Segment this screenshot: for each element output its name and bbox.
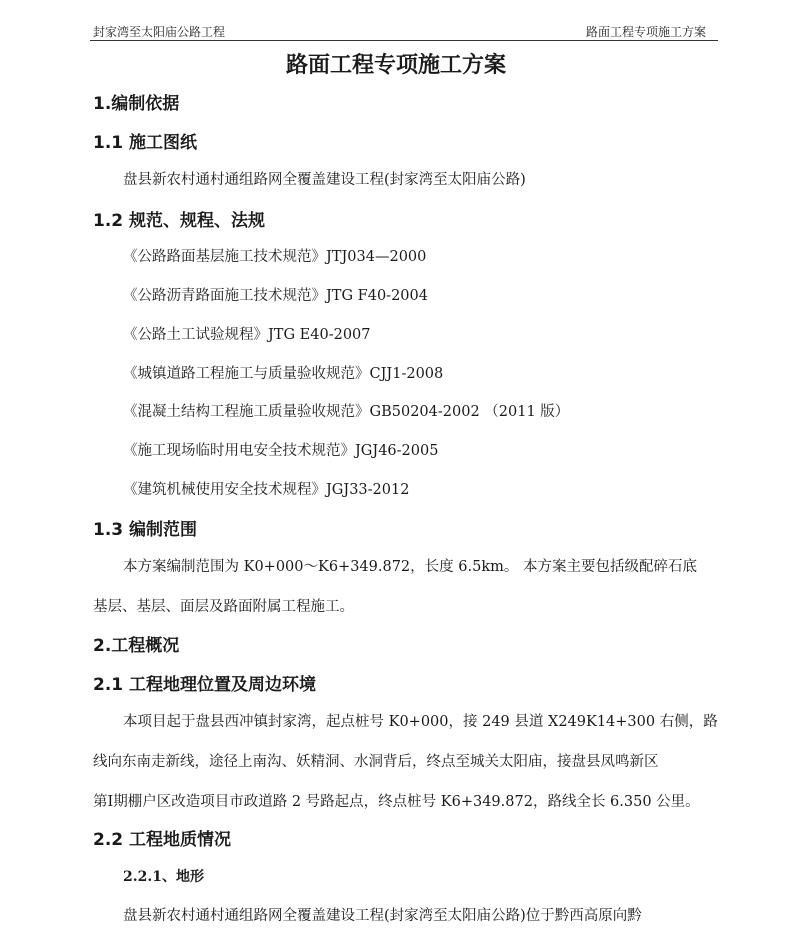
heading-2-1: 2.1 工程地理位置及周边环境 (93, 675, 317, 695)
standard-item: 《施工现场临时用电安全技术规范》JGJ46-2005 (123, 443, 439, 459)
heading-1-1: 1.1 施工图纸 (93, 133, 198, 153)
heading-1-2: 1.2 规范、规程、法规 (93, 211, 266, 231)
standard-item: 《混凝土结构工程施工质量验收规范》GB50204-2002 （2011 版） (123, 404, 570, 420)
standard-item: 《城镇道路工程施工与质量验收规范》CJJ1-2008 (123, 366, 444, 382)
header-document-name: 路面工程专项施工方案 (585, 25, 706, 39)
heading-2-2: 2.2 工程地质情况 (93, 830, 232, 850)
scope-paragraph-line: 本方案编制范围为 K0+000～K6+349.872，长度 6.5km。 本方案主要包括级配碎石底 (123, 559, 697, 575)
standard-item: 《公路路面基层施工技术规范》JTJ034—2000 (123, 249, 427, 265)
standard-item: 《公路沥青路面施工技术规范》JTG F40-2004 (123, 288, 428, 304)
standard-item: 《公路土工试验规程》JTG E40-2007 (123, 327, 371, 343)
header-project-name: 封家湾至太阳庙公路工程 (93, 25, 226, 39)
location-paragraph-line: 第Ⅰ期棚户区改造项目市政道路 2 号路起点，终点桩号 K6+349.872，路线全长 6.350 公里。 (93, 794, 700, 810)
header-divider (90, 40, 718, 41)
construction-drawing-text: 盘县新农村通村通组路网全覆盖建设工程(封家湾至太阳庙公路) (123, 172, 526, 188)
heading-section-2: 2.工程概况 (93, 636, 180, 656)
location-paragraph-line: 线向东南走新线，途径上南沟、妖精洞、水洞背后，终点至城关太阳庙，接盘县凤鸣新区 (93, 754, 659, 770)
heading-section-1: 1.编制依据 (93, 94, 180, 114)
heading-2-2-1: 2.2.1、地形 (123, 869, 204, 885)
standard-item: 《建筑机械使用安全技术规程》JGJ33-2012 (123, 482, 410, 498)
location-paragraph-line: 本项目起于盘县西冲镇封家湾，起点桩号 K0+000，接 249 县道 X249K14+300 右侧，路 (123, 714, 718, 730)
heading-1-3: 1.3 编制范围 (93, 520, 198, 540)
scope-paragraph-line: 基层、基层、面层及路面附属工程施工。 (93, 599, 354, 615)
page-title: 路面工程专项施工方案 (285, 53, 506, 78)
terrain-paragraph-line: 盘县新农村通村通组路网全覆盖建设工程(封家湾至太阳庙公路)位于黔西高原向黔 (123, 908, 642, 924)
